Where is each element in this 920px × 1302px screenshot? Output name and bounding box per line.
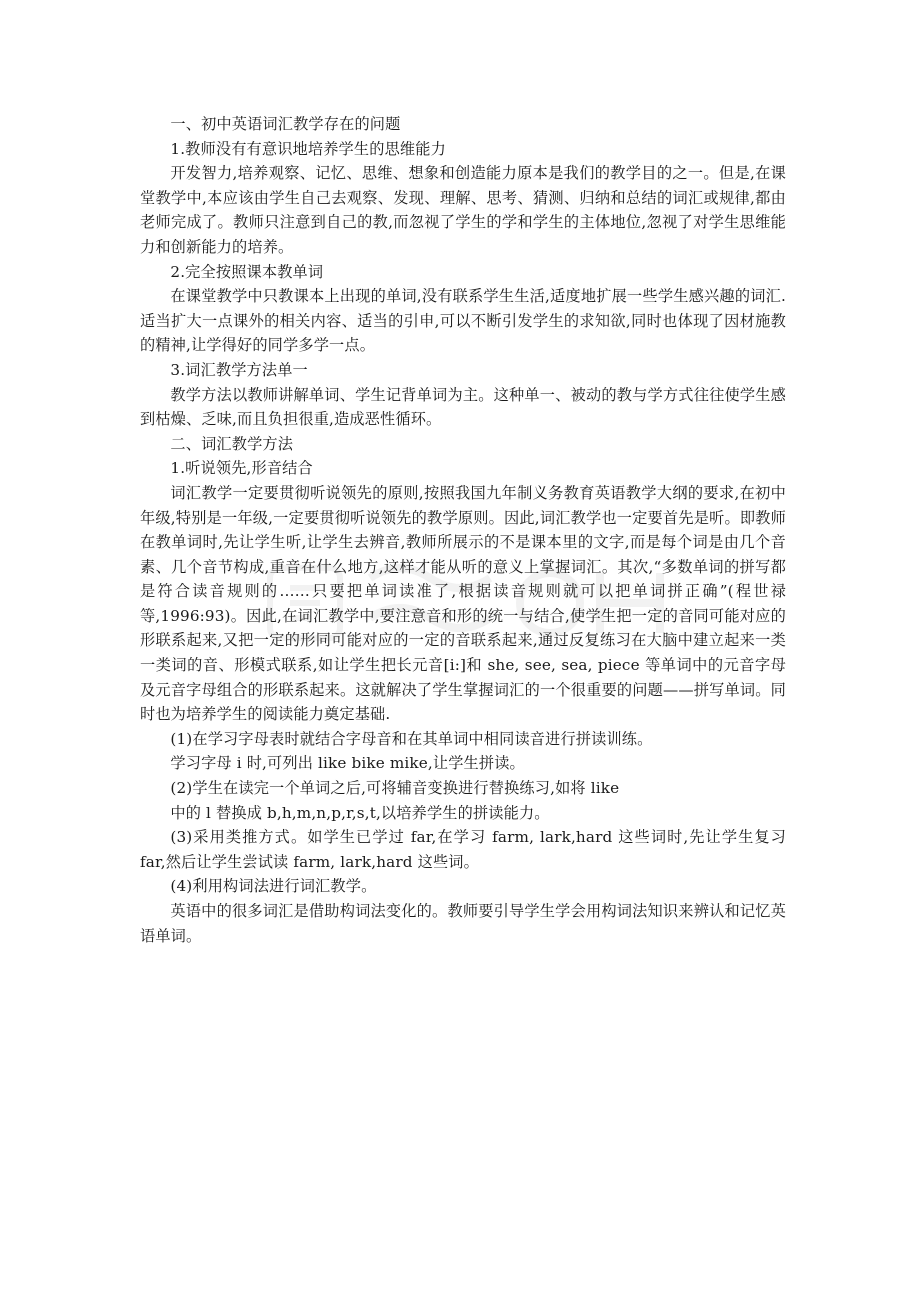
subheading-thinking-ability: 1.教师没有有意识地培养学生的思维能力 <box>170 139 446 158</box>
section-heading-problems: 一、初中英语词汇教学存在的问题 <box>170 115 401 133</box>
paragraph: 词汇教学一定要贯彻听说领先的原则,按照我国九年制义务教育英语教学大纲的要求,在初中年级,特别是一年级,一定要贯彻听说领先的教学原则。因此,词汇教学也一定要首先是听。即教师在教单词时,先让学生听,让学生去辨音,教师所展示的不是课本里的文字,而是每个词是由几个音素、几个音节构成,重音在什么地方,这样才能从听的意义上掌握词汇。其次,“多数单词的拼写都是符合读音规则的……只要把单词读准了,根据读音规则就可以把单词拼正确”(程世禄等,1996:93)。因此,在词汇教学中,要注意音和形的统一与结合,使学生把一定的音同可能对应的形联系起来,又把一定的形同可能对应的一定的音联系起来,通过反复练习在大脑中建立起来一类一类词的音、形模式联系,如让学生把长元音[i:]和 she, see, sea, piece 等单词中的元音字母及元音字母组合的形联系起来。这就解决了学生掌握词汇的一个很重要的问题——拼写单词。同时也为培养学生的阅读能力奠定基础. <box>140 483 786 724</box>
paragraph: 英语中的很多词汇是借助构词法变化的。教师要引导学生学会用构词法知识来辨认和记忆英语单词。 <box>140 902 786 945</box>
subheading-single-method: 3.词汇教学方法单一 <box>170 360 308 379</box>
list-item: (1)在学习字母表时就结合字母音和在其单词中相同读音进行拼读训练。 <box>170 729 653 748</box>
subheading-textbook-words: 2.完全按照课本教单词 <box>170 262 324 281</box>
paragraph: 开发智力,培养观察、记忆、思维、想象和创造能力原本是我们的教学目的之一。但是,在课堂教学中,本应该由学生自己去观察、发现、理解、思考、猜测、归纳和总结的词汇或规律,都由老师完成了。教师只注意到自己的教,而忽视了学生的学和学生的主体地位,忽视了对学生思维能力和创新能力的培养。 <box>140 164 786 256</box>
paragraph: 中的 l 替换成 b,h,m,n,p,r,s,t,以培养学生的拼读能力。 <box>170 803 550 822</box>
section-heading-methods: 二、词汇教学方法 <box>170 434 294 453</box>
paragraph: 学习字母 i 时,可列出 like bike mike,让学生拼读。 <box>170 754 525 773</box>
list-item: (2)学生在读完一个单词之后,可将辅音变换进行替换练习,如将 like <box>170 779 620 798</box>
document-body <box>140 112 786 948</box>
paragraph: 教学方法以教师讲解单词、学生记背单词为主。这种单一、被动的教与学方式往往使学生感到枯燥、乏味,而且负担很重,造成恶性循环。 <box>140 385 786 429</box>
subheading-listening-first: 1.听说领先,形音结合 <box>170 459 313 478</box>
list-item: (4)利用构词法进行词汇教学。 <box>170 877 377 896</box>
list-item: (3)采用类推方式。如学生已学过 far,在学习 farm, lark,hard 这些词时,先让学生复习 far,然后让学生尝试读 farm, lark,hard 这些词。 <box>140 828 786 871</box>
paragraph: 在课堂教学中只教课本上出现的单词,没有联系学生生活,适度地扩展一些学生感兴趣的词汇.适当扩大一点课外的相关内容、适当的引申,可以不断引发学生的求知欲,同时也体现了因材施教的精神,让学得好的同学多学一点。 <box>140 287 786 355</box>
